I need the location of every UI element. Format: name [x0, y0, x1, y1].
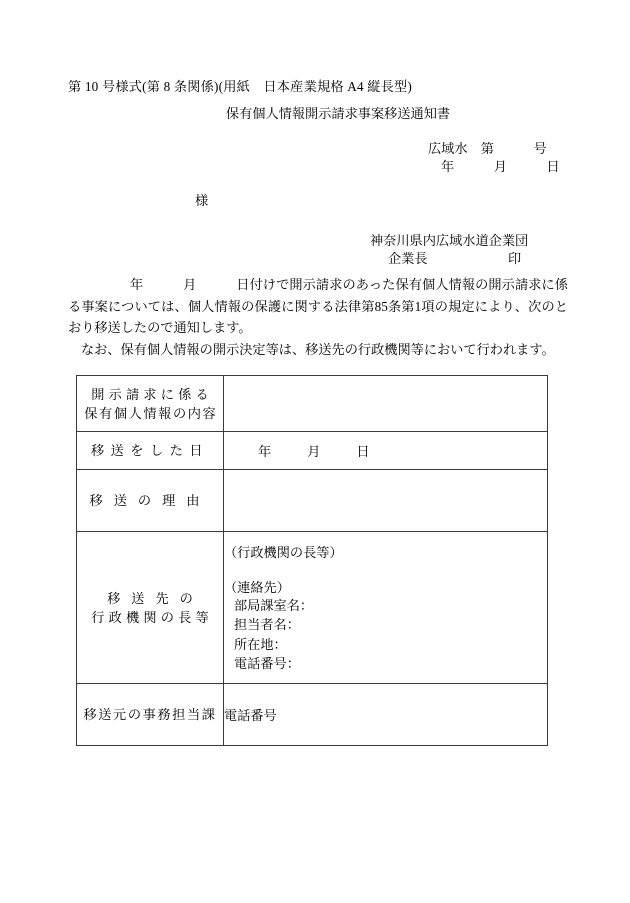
- contact-person: 担当者名：: [234, 617, 300, 632]
- transfer-date-day: 日: [356, 444, 370, 459]
- row-value-disclosure-content[interactable]: [224, 376, 548, 432]
- row-value-source-department[interactable]: 電話番号: [224, 684, 548, 746]
- spacer: [224, 561, 547, 577]
- contact-department: 部局課室名：: [234, 597, 314, 613]
- issuer-seal-mark: 印: [508, 251, 522, 266]
- row-value-destination-agency[interactable]: [224, 532, 548, 684]
- body-text: [68, 274, 568, 360]
- transfer-date-month: 月: [307, 444, 321, 459]
- contact-address: 所在地：: [234, 636, 287, 652]
- addressee-honorific: 様: [195, 193, 209, 208]
- row-label-line1: 開示請求に係る: [91, 386, 213, 402]
- row-label-source-department: 移送元の事務担当課: [77, 684, 224, 746]
- table-row: [77, 532, 548, 684]
- row-label-line1: 移送先の: [107, 590, 204, 606]
- row-label-transfer-date: 移送をした日: [77, 432, 224, 470]
- contact-phone: 電話番号：: [234, 656, 300, 671]
- row-label-line2: 行政機関の長等: [91, 609, 213, 625]
- issuer-organization: 神奈川県内広域水道企業団: [370, 233, 529, 248]
- table-row: [77, 376, 548, 432]
- document-date: 年 月 日: [441, 159, 560, 174]
- issuer-title: 企業長: [388, 251, 428, 266]
- row-label-transfer-reason: 移送の理由: [77, 470, 224, 532]
- document-title: 保有個人情報開示請求事案移送通知書: [225, 106, 451, 121]
- body-paragraph: 年 月 日付けで開示請求のあった保有個人情報の開示請求に係る事案については、個人情報の保護に関する法律第85条第1項の規定により、次のとおり移送したので通知します。: [68, 277, 568, 335]
- contact-heading: （連絡先）: [224, 579, 290, 595]
- row-value-transfer-date[interactable]: [224, 432, 548, 470]
- destination-agency-head: （行政機関の長等）: [224, 544, 343, 560]
- row-value-transfer-reason[interactable]: [224, 470, 548, 532]
- transfer-details-table: [76, 375, 548, 746]
- table-row: [77, 470, 548, 532]
- row-label-destination-agency: [77, 532, 224, 684]
- body-note: なお、保有個人情報の開示決定等は、移送先の行政機関等において行われます。: [81, 341, 555, 357]
- form-number-line: 第 10 号様式(第 8 条関係)(用紙 日本産業規格 A4 縦長型): [68, 79, 412, 94]
- table-row: [77, 684, 548, 746]
- row-label-line2: 保有個人情報の内容: [84, 405, 218, 421]
- table-row: [77, 432, 548, 470]
- row-label-disclosure-content: [77, 376, 224, 432]
- document-number: 広域水 第 号: [428, 141, 547, 156]
- transfer-date-year: 年: [258, 444, 272, 459]
